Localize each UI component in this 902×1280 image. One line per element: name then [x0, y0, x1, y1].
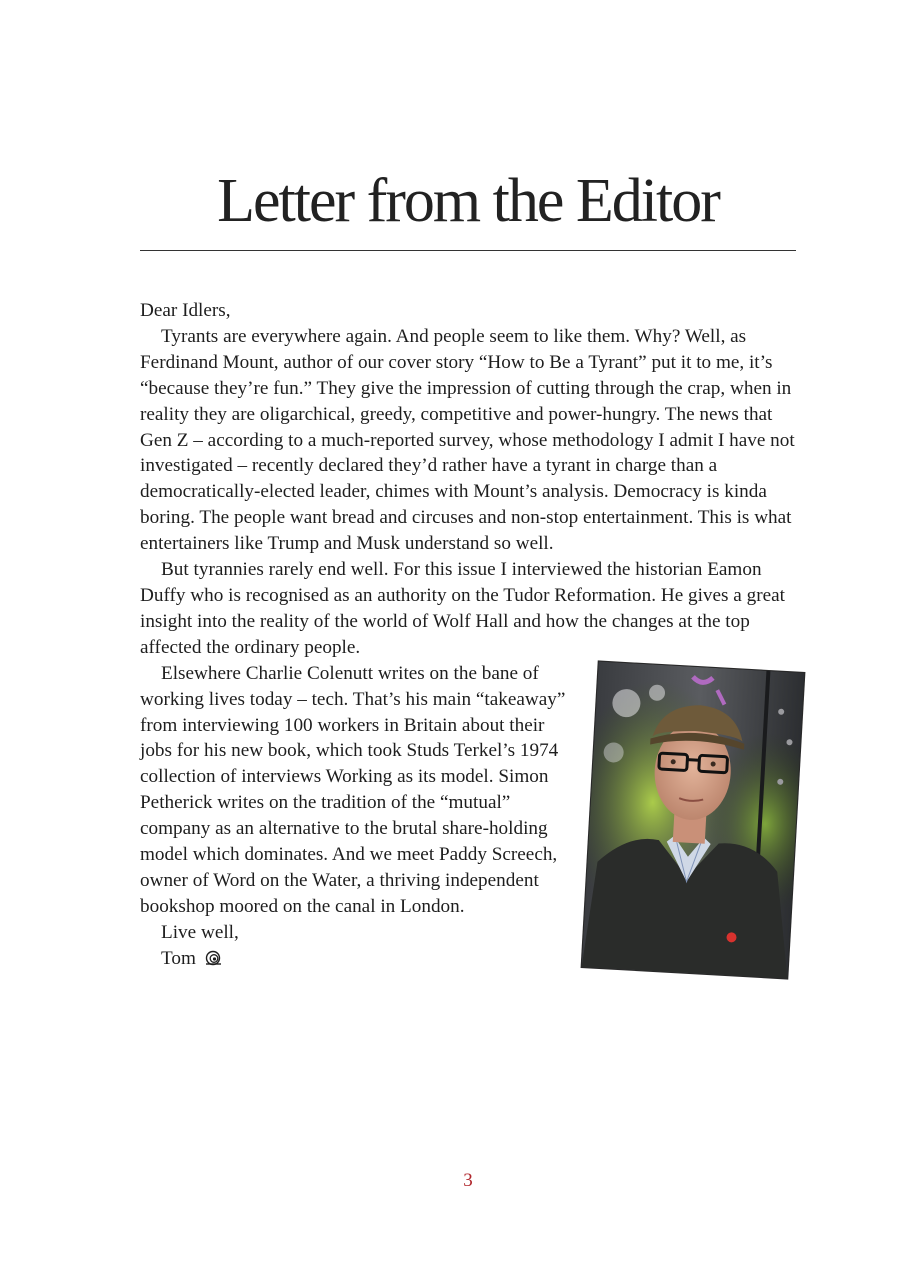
spiral-snail-icon [203, 950, 223, 966]
paragraph-3: Elsewhere Charlie Colenutt writes on the bane of working lives today – tech. That’s his main “takeaway” from interviewing 100 workers in Britain about their jobs for his new book, which took Studs Terkel’s 1974 collection of interviews Working as its model. Simon Petherick writes on the tradition of the “mutual” company as an alternative to the brutal share-holding model which dominates. And we meet Paddy Screech, owner of Word on the Water, a thriving independent bookshop moored on the canal in London. [140, 662, 566, 917]
portrait-image [582, 661, 805, 978]
signoff: Live well, [161, 921, 239, 943]
signature: Tom [161, 947, 196, 969]
editor-portrait-photo [582, 661, 805, 978]
paragraph-2: But tyrannies rarely end well. For this issue I interviewed the historian Eamon Duffy who is recognised as an authority on the Tudor Reformation. He gives a great insight into the reality of the world of Wolf Hall and how the changes at the top affected the ordinary people. [140, 559, 785, 658]
salutation: Dear Idlers, [140, 300, 231, 321]
paragraph-1: Tyrants are everywhere again. And people seem to like them. Why? Well, as Ferdinand Mount, author of our cover story “How to Be a Tyrant” put it to me, it’s “because they’re fun.” They give the impression of cutting through the crap, when in reality they are oligarchical, greedy, competitive and power-hungry. The news that Gen Z – according to a much-reported survey, whose methodology I admit I have not investigated – recently declared they’d rather have a tyrant in charge than a democratically-elected leader, chimes with Mount’s analysis. Democracy is kinda boring. The people want bread and circuses and non-stop entertainment. This is what entertainers like Trump and Musk understand so well. [140, 325, 795, 555]
title-divider [140, 250, 796, 251]
page-title: Letter from the Editor [217, 167, 719, 235]
letter-body [140, 298, 800, 973]
page-number: 3 [463, 1170, 473, 1191]
